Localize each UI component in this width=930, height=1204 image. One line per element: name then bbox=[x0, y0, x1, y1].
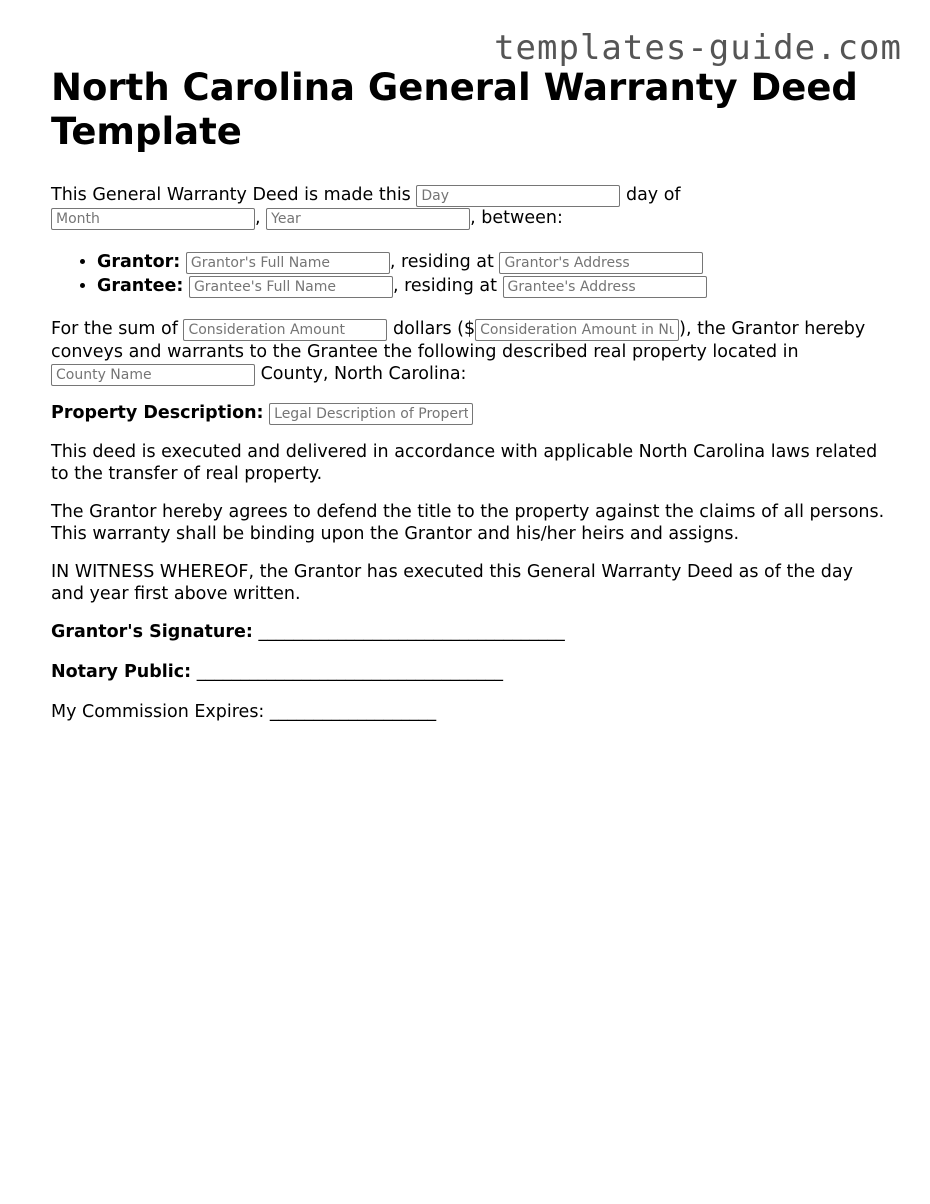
property-label: Property Description: bbox=[51, 403, 264, 423]
grantor-signature-row bbox=[51, 621, 891, 643]
grantee-item bbox=[97, 274, 891, 298]
notary-label: Notary Public: bbox=[51, 662, 192, 682]
grantee-residing-text: , residing at bbox=[392, 276, 497, 296]
consideration-text-1: For the sum of bbox=[51, 319, 178, 339]
grantor-name-input[interactable] bbox=[186, 252, 390, 274]
commission-row bbox=[51, 701, 891, 723]
consideration-amount-input[interactable] bbox=[183, 319, 387, 341]
commission-line: ___________________ bbox=[269, 702, 437, 722]
grantee-address-input[interactable] bbox=[503, 276, 707, 298]
commission-label: My Commission Expires: bbox=[51, 702, 265, 722]
grantor-signature-label: Grantor's Signature: bbox=[51, 622, 253, 642]
witness-paragraph: IN WITNESS WHEREOF, the Grantor has executed this General Warranty Deed as of the day and year first above written. bbox=[51, 562, 853, 604]
warranty-paragraph: The Grantor hereby agrees to defend the title to the property against the claims of all persons. This warranty shall be binding upon the Grantor and his/her heirs and assigns. bbox=[51, 502, 885, 544]
notary-line: ___________________________________ bbox=[196, 662, 503, 682]
page-title: North Carolina General Warranty Deed Template bbox=[51, 66, 858, 153]
grantor-residing-text: , residing at bbox=[389, 252, 494, 272]
grantor-label: Grantor: bbox=[97, 252, 181, 272]
laws-paragraph: This deed is executed and delivered in accordance with applicable North Carolina laws related to the transfer of real property. bbox=[51, 442, 878, 484]
property-paragraph bbox=[51, 402, 891, 425]
watermark: templates-guide.com bbox=[494, 28, 902, 68]
consideration-text-4: County, North Carolina: bbox=[260, 364, 467, 384]
property-description-input[interactable] bbox=[269, 403, 473, 425]
consideration-text-2: dollars ($ bbox=[393, 319, 476, 339]
consideration-text-3: ), the Grantor hereby conveys and warrants to the Grantee the following described real property located in bbox=[51, 319, 866, 362]
intro-paragraph bbox=[51, 184, 891, 230]
county-input[interactable] bbox=[51, 364, 255, 386]
year-input[interactable] bbox=[266, 208, 470, 230]
consideration-numbers-input[interactable] bbox=[475, 319, 679, 341]
intro-text-1: This General Warranty Deed is made this bbox=[51, 185, 411, 205]
grantor-address-input[interactable] bbox=[499, 252, 703, 274]
grantor-signature-line: ___________________________________ bbox=[258, 622, 565, 642]
notary-row bbox=[51, 661, 891, 683]
signature-section bbox=[51, 621, 891, 723]
month-input[interactable] bbox=[51, 208, 255, 230]
intro-text-3: , between: bbox=[470, 208, 563, 228]
grantee-label: Grantee: bbox=[97, 276, 184, 296]
intro-text-2: day of bbox=[625, 185, 681, 205]
consideration-paragraph bbox=[51, 318, 891, 386]
intro-comma: , bbox=[255, 208, 261, 228]
deed-document bbox=[51, 66, 891, 741]
grantor-item bbox=[97, 250, 891, 274]
grantee-name-input[interactable] bbox=[189, 276, 393, 298]
day-input[interactable] bbox=[416, 185, 620, 207]
parties-list bbox=[51, 250, 891, 298]
